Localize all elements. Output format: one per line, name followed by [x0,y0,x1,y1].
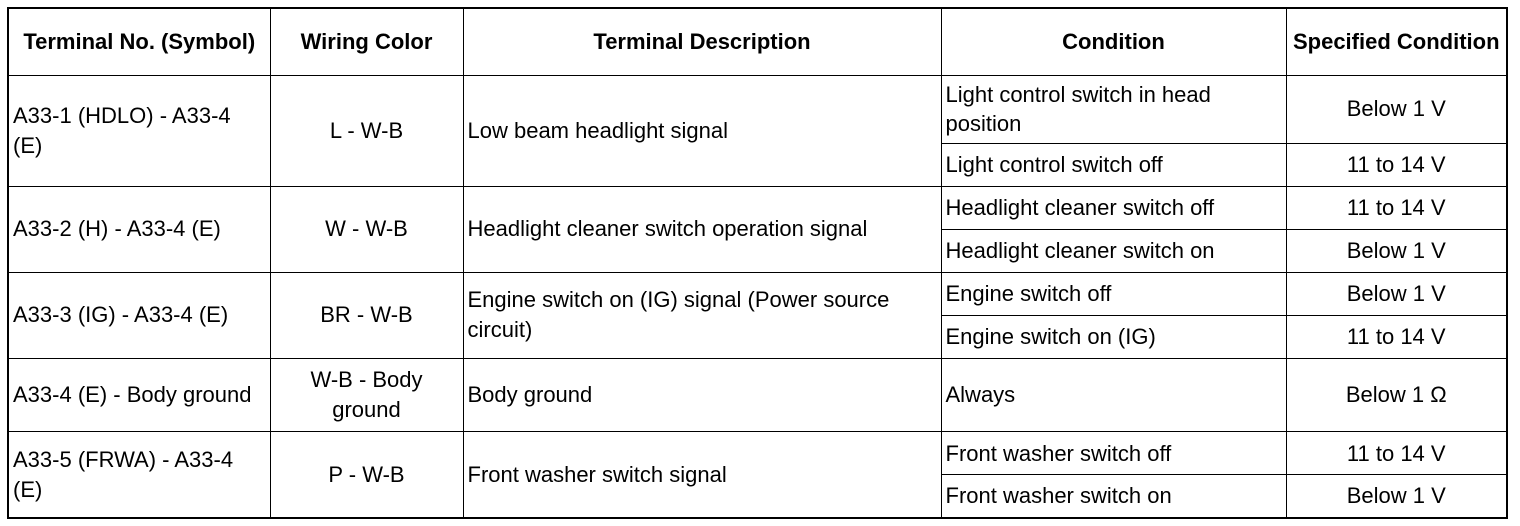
condition-cell: Headlight cleaner switch off [941,186,1286,229]
specified-condition-cell: Below 1 V [1286,229,1507,272]
specified-condition-cell: Below 1 V [1286,475,1507,518]
terminal-cell: A33-4 (E) - Body ground [8,358,270,432]
condition-cell: Engine switch off [941,272,1286,315]
condition-cell: Light control switch off [941,143,1286,186]
terminal-cell: A33-1 (HDLO) - A33-4 (E) [8,76,270,187]
wiring-color-cell: BR - W-B [270,272,463,358]
terminal-spec-table [7,7,1508,519]
wiring-color-cell: W-B - Body ground [270,358,463,432]
description-cell: Low beam headlight signal [463,76,941,187]
header-row [8,8,1507,76]
description-cell: Headlight cleaner switch operation signal [463,186,941,272]
wiring-color-cell: W - W-B [270,186,463,272]
header-wiring-color: Wiring Color [270,8,463,76]
terminal-cell: A33-2 (H) - A33-4 (E) [8,186,270,272]
wiring-color-cell: P - W-B [270,432,463,518]
condition-cell: Always [941,358,1286,432]
terminal-cell: A33-3 (IG) - A33-4 (E) [8,272,270,358]
condition-cell: Light control switch in head position [941,76,1286,144]
condition-cell: Headlight cleaner switch on [941,229,1286,272]
table-row [8,272,1507,315]
table-row [8,432,1507,475]
header-terminal: Terminal No. (Symbol) [8,8,270,76]
condition-cell: Front washer switch off [941,432,1286,475]
terminal-cell: A33-5 (FRWA) - A33-4 (E) [8,432,270,518]
specified-condition-cell: Below 1 Ω [1286,358,1507,432]
specified-condition-cell: 11 to 14 V [1286,315,1507,358]
header-terminal-description: Terminal Description [463,8,941,76]
specified-condition-cell: Below 1 V [1286,272,1507,315]
description-cell: Front washer switch signal [463,432,941,518]
condition-cell: Front washer switch on [941,475,1286,518]
description-cell: Engine switch on (IG) signal (Power source circuit) [463,272,941,358]
header-specified-condition: Specified Condition [1286,8,1507,76]
specified-condition-cell: 11 to 14 V [1286,143,1507,186]
table-row [8,76,1507,144]
header-condition: Condition [941,8,1286,76]
specified-condition-cell: Below 1 V [1286,76,1507,144]
wiring-color-cell: L - W-B [270,76,463,187]
table-row [8,186,1507,229]
condition-cell: Engine switch on (IG) [941,315,1286,358]
table-row [8,358,1507,432]
specified-condition-cell: 11 to 14 V [1286,186,1507,229]
specified-condition-cell: 11 to 14 V [1286,432,1507,475]
description-cell: Body ground [463,358,941,432]
